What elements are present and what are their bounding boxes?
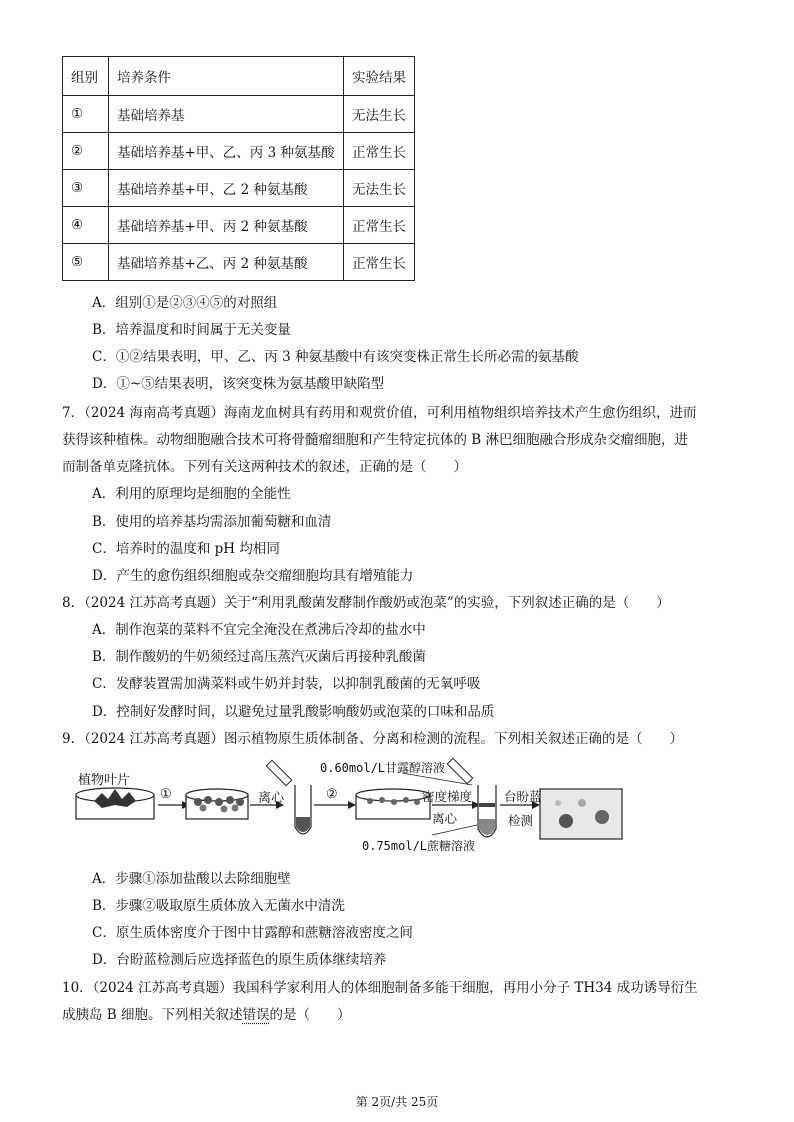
header-result: 实验结果: [344, 57, 415, 96]
q10-stem-emphasis: 错误: [242, 1007, 270, 1023]
trypan-blue-label: 台盼蓝: [504, 789, 542, 804]
experiment-table: [62, 56, 415, 281]
q10-stem-post: 的是（ ）: [269, 1007, 351, 1023]
q9-option-b: B．步骤②吸取原生质体放入无菌水中清洗: [92, 898, 345, 914]
q7-option-d: D．产生的愈伤组织细胞或杂交瘤细胞均具有增殖能力: [92, 568, 414, 584]
q10-stem-line1: 10．（2024 江苏高考真题）我国科学家利用人的体细胞制备多能干细胞，再用小分子 TH34 成功诱导衍生: [62, 980, 698, 996]
cell-result: 正常生长: [344, 207, 415, 244]
enzyme-dish: [186, 789, 248, 819]
q9-stem: 9．（2024 江苏高考真题）图示植物原生质体制备、分离和检测的流程。下列相关叙述正确的是（ ）: [62, 731, 683, 747]
q8-option-d: D．控制好发酵时间，以避免过量乳酸影响酸奶或泡菜的口味和品质: [92, 704, 495, 720]
cell-group: ①: [63, 96, 109, 133]
cell-result: 正常生长: [344, 133, 415, 170]
q6-option-d: D．①~⑤结果表明，该突变株为氨基酸甲缺陷型: [92, 376, 385, 392]
cell-condition: 基础培养基: [109, 96, 344, 133]
table-row: [63, 133, 415, 170]
q7-stem-line1: 7．（2024 海南高考真题）海南龙血树具有药用和观赏价值，可利用植物组织培养技术产生愈伤组织，进而: [62, 405, 697, 421]
q8-stem: 8．（2024 江苏高考真题）关于“利用乳酸菌发酵制作酸奶或泡菜”的实验，下列叙述正确的是（ ）: [62, 595, 670, 611]
table-row: [63, 96, 415, 133]
q8-option-a: A．制作泡菜的菜料不宜完全淹没在煮沸后冷却的盐水中: [92, 622, 426, 638]
centrifuge-label: 离心: [258, 791, 285, 806]
cell-result: 正常生长: [344, 244, 415, 281]
density-gradient-label: 密度梯度: [422, 789, 473, 804]
cell-group: ④: [63, 207, 109, 244]
step-2-label: ②: [326, 787, 338, 802]
table-row: [63, 170, 415, 207]
header-group: 组别: [63, 57, 109, 96]
protoplast-flow-figure: [72, 755, 632, 855]
q7-option-b: B．使用的培养基均需添加葡萄糖和血清: [92, 514, 332, 530]
q9-option-d: D．台盼蓝检测后应选择蓝色的原生质体继续培养: [92, 952, 387, 968]
cell-result: 无法生长: [344, 96, 415, 133]
table-header-row: [63, 57, 415, 96]
step-1-label: ①: [160, 787, 172, 802]
detect-label: 检测: [508, 813, 534, 828]
q7-stem-line2: 获得该种植株。动物细胞融合技术可将骨髓瘤细胞和产生特定抗体的 B 淋巴细胞融合形成杂交瘤细胞，进: [62, 432, 689, 448]
cell-condition: 基础培养基+甲、乙 2 种氨基酸: [109, 170, 344, 207]
q9-option-c: C．原生质体密度介于图中甘露醇和蔗糖溶液密度之间: [92, 925, 413, 941]
detection-slide: [540, 789, 622, 839]
mannitol-label: 0.60mol/L甘露醇溶液: [320, 761, 446, 775]
leaf-label: 植物叶片: [78, 773, 131, 788]
q6-option-a: A．组别①是②③④⑤的对照组: [92, 295, 278, 311]
q8-option-b: B．制作酸奶的牛奶须经过高压蒸汽灭菌后再接种乳酸菌: [92, 649, 426, 665]
cell-result: 无法生长: [344, 170, 415, 207]
page-footer: 第 2页/共 25页: [355, 1095, 439, 1109]
cell-condition: 基础培养基+甲、丙 2 种氨基酸: [109, 207, 344, 244]
q7-stem-line3: 而制备单克隆抗体。下列有关这两种技术的叙述，正确的是（ ）: [62, 459, 467, 475]
header-condition: 培养条件: [109, 57, 344, 96]
wash-dish: [356, 789, 430, 819]
cell-condition: 基础培养基+乙、丙 2 种氨基酸: [109, 244, 344, 281]
cell-condition: 基础培养基+甲、乙、丙 3 种氨基酸: [109, 133, 344, 170]
q6-option-c: C．①②结果表明，甲、乙、丙 3 种氨基酸中有该突变株正常生长所必需的氨基酸: [92, 349, 579, 365]
table-row: [63, 207, 415, 244]
q7-option-c: C．培养时的温度和 pH 均相同: [92, 541, 280, 557]
q6-option-b: B．培养温度和时间属于无关变量: [92, 322, 291, 338]
q10-stem-pre: 成胰岛 B 细胞。下列相关叙述: [62, 1007, 243, 1023]
cell-group: ②: [63, 133, 109, 170]
leaf-dish: [76, 788, 154, 819]
sucrose-label: 0.75mol/L蔗糖溶液: [362, 839, 476, 853]
q10-stem-line2: [62, 1003, 351, 1023]
q9-option-a: A．步骤①添加盐酸以去除细胞壁: [92, 871, 291, 887]
centrifuge-2-label: 离心: [432, 811, 458, 826]
cell-group: ③: [63, 170, 109, 207]
q7-option-a: A．利用的原理均是细胞的全能性: [92, 486, 291, 502]
cell-group: ⑤: [63, 244, 109, 281]
q8-option-c: C．发酵装置需加满菜料或牛奶并封装，以抑制乳酸菌的无氧呼吸: [92, 676, 481, 692]
table-row: [63, 244, 415, 281]
